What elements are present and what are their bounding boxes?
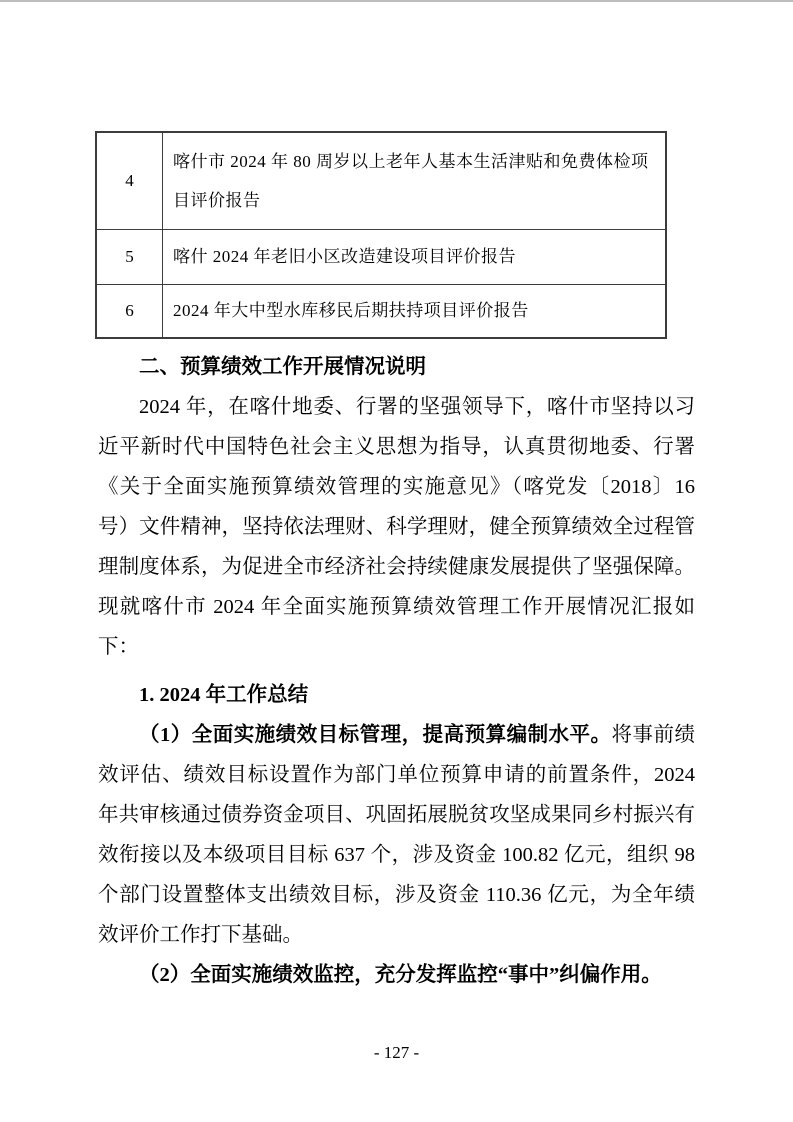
document-body <box>98 347 695 995</box>
point-2-lead: （2）全面实施绩效监控，充分发挥监控“事中”纠偏作用。 <box>139 964 662 986</box>
point-2-paragraph <box>98 955 695 995</box>
point-1-paragraph <box>98 715 695 955</box>
row-number-cell: 4 <box>96 132 163 229</box>
row-number-cell: 5 <box>96 229 163 284</box>
row-number-cell: 6 <box>96 284 163 338</box>
page-footer <box>0 1041 793 1065</box>
table-row <box>96 284 666 338</box>
report-title-cell: 2024 年大中型水库移民后期扶持项目评价报告 <box>163 284 667 338</box>
intro-paragraph: 2024 年，在喀什地委、行署的坚强领导下，喀什市坚持以习近平新时代中国特色社会主义思想为指导，认真贯彻地委、行署《关于全面实施预算绩效管理的实施意见》（喀党发〔2018〕16 号）文件精神，坚持依法理财、科学理财，健全预算绩效全过程管理制度体系，为促进全市经济社会持续健康发展提供了坚强保障。现就喀什市 2024 年全面实施预算绩效管理工作开展情况汇报如下： <box>98 396 695 658</box>
table-row <box>96 229 666 284</box>
report-title-cell: 喀什市 2024 年 80 周岁以上老年人基本生活津贴和免费体检项目评价报告 <box>163 132 667 229</box>
subsection-heading: 1. 2024 年工作总结 <box>139 684 309 706</box>
section-heading: 二、预算绩效工作开展情况说明 <box>139 356 426 378</box>
page-top-edge <box>0 0 793 2</box>
point-1-lead: （1）全面实施绩效目标管理，提高预算编制水平。 <box>139 724 612 746</box>
point-1-text: 将事前绩效评估、绩效目标设置作为部门单位预算申请的前置条件，2024 年共审核通过债券资金项目、巩固拓展脱贫攻坚成果同乡村振兴有效衔接以及本级项目目标 637 个，涉及资金 100.82 亿元，组织 98 个部门设置整体支出绩效目标，涉及资金 110.36 亿元，为全年绩效评价工作打下基础。 <box>98 724 696 946</box>
report-table <box>95 131 667 339</box>
table-row <box>96 132 666 229</box>
report-title-cell: 喀什 2024 年老旧小区改造建设项目评价报告 <box>163 229 667 284</box>
page-number: - 127 - <box>373 1043 420 1062</box>
